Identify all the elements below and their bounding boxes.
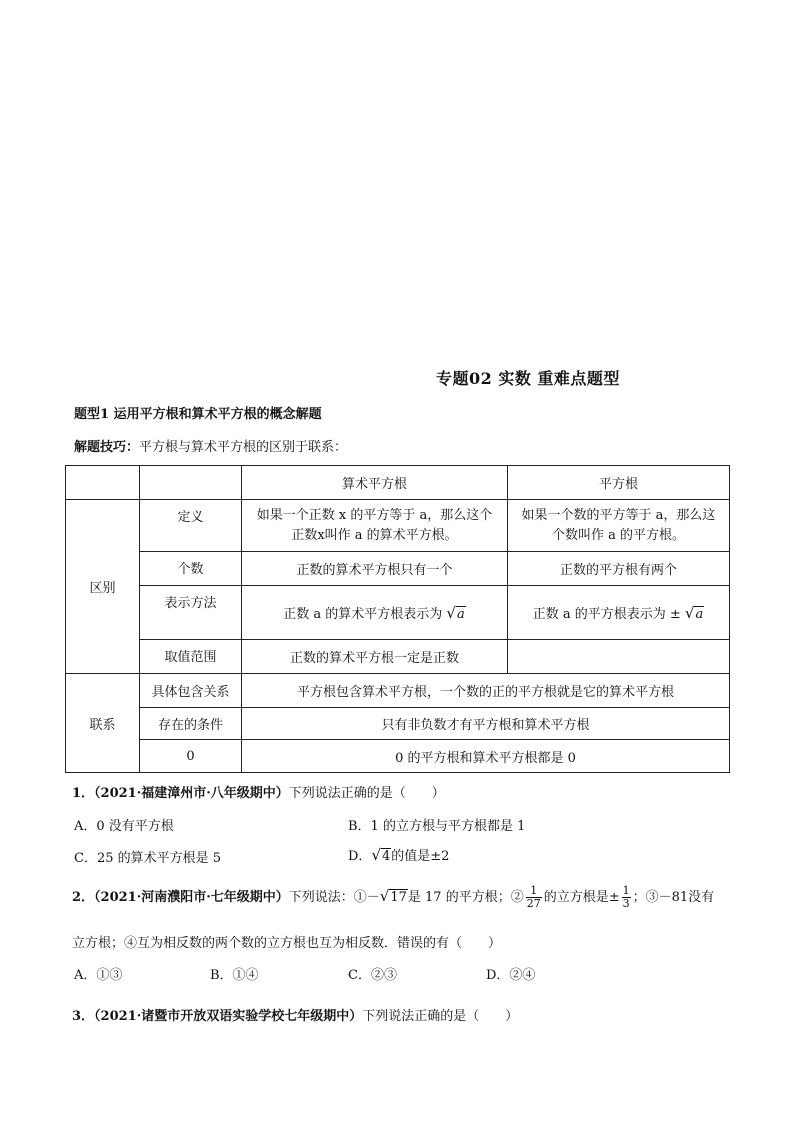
option-text: 的值是±2: [391, 849, 450, 864]
denominator: 27: [526, 897, 541, 910]
row-label-definition: 定义: [140, 500, 242, 552]
table-row: [66, 586, 730, 640]
table-row: [66, 708, 730, 740]
table-row: [66, 640, 730, 674]
q1-option-a: A．0 没有平方根: [74, 819, 174, 834]
question-number: 3．: [72, 1009, 95, 1024]
group-link-label: 联系: [66, 674, 140, 773]
q1-option-c: C．25 的算术平方根是 5: [74, 851, 222, 866]
table-row: [66, 674, 730, 708]
square-range-cell: [508, 640, 730, 674]
table-row: [66, 552, 730, 586]
tip-text: 平方根与算术平方根的区别于联系：: [139, 440, 348, 455]
radicand: 17: [390, 890, 407, 905]
denominator: 3: [622, 897, 630, 910]
question-source: （2021·河南濮阳市·七年级期中）: [94, 890, 289, 905]
fraction-1-3: [622, 885, 631, 910]
table-corner-cell: [66, 466, 140, 500]
row-label-condition: 存在的条件: [140, 708, 242, 740]
table-empty-header-cell: [140, 466, 242, 500]
solving-tip: [74, 436, 347, 455]
zero-cell: 0 的平方根和算术平方根都是 0: [242, 740, 730, 773]
question-source: （2021·福建漳州市·八年级期中）: [94, 786, 289, 801]
radical-sign-icon: √: [446, 604, 456, 622]
question-source: （2021·诸暨市开放双语实验学校七年级期中）: [94, 1009, 363, 1024]
arith-notation-text: 正数 a 的算术平方根表示为: [283, 607, 443, 622]
numerator: 1: [622, 884, 630, 897]
square-notation-cell: [508, 586, 730, 640]
arith-definition-cell: [242, 500, 508, 552]
square-definition-cell: [508, 500, 730, 552]
question-number: 1．: [72, 786, 95, 801]
sqrt-17-symbol: [380, 887, 408, 905]
sqrt-a-symbol: [446, 604, 465, 622]
row-label-count: 个数: [140, 552, 242, 586]
question-text-part: 下列说法：①－: [288, 890, 380, 905]
radicand: 4: [382, 849, 391, 864]
numerator: 1: [526, 885, 542, 898]
radical-sign-icon: √: [684, 604, 695, 622]
question-text: 下列说法正确的是（ ）: [362, 1009, 519, 1024]
page-title: 专题02 实数 重难点题型: [436, 369, 620, 388]
q2-option-c: C．②③: [348, 968, 397, 983]
table-row: [66, 740, 730, 773]
question-2-stem: [72, 885, 714, 910]
header-arith-root: 算术平方根: [242, 466, 508, 500]
sqrt-a-symbol: [685, 604, 704, 622]
square-count-cell: 正数的平方根有两个: [508, 552, 730, 586]
arith-notation-cell: [242, 586, 508, 640]
arith-range-cell: 正数的算术平方根一定是正数: [242, 640, 508, 674]
comparison-table: [65, 465, 730, 773]
section-heading: 题型1 运用平方根和算术平方根的概念解题: [74, 407, 322, 422]
q2-option-d: D．②④: [486, 968, 536, 983]
inclusion-cell: 平方根包含算术平方根，一个数的正的平方根就是它的算术平方根: [242, 674, 730, 708]
condition-cell: 只有非负数才有平方根和算术平方根: [242, 708, 730, 740]
question-2-line-2: 立方根；④互为相反数的两个数的立方根也互为相反数．错误的有（ ）: [72, 936, 502, 951]
q1-option-d: [348, 845, 449, 864]
question-1-stem: [72, 782, 445, 801]
tip-label: 解题技巧：: [74, 440, 140, 455]
table-row: [66, 500, 730, 552]
question-text: 下列说法正确的是（ ）: [288, 786, 445, 801]
row-label-zero: 0: [140, 740, 242, 773]
row-label-range: 取值范围: [140, 640, 242, 674]
arith-count-cell: 正数的算术平方根只有一个: [242, 552, 508, 586]
arith-definition-line2: 正数x叫作 a 的算术平方根。: [291, 527, 458, 543]
question-text-part: 的立方根是±: [543, 890, 620, 905]
square-definition-line2: 个数叫作 a 的平方根。: [551, 527, 685, 543]
fraction-1-27: [526, 885, 542, 910]
option-label: D．: [348, 849, 372, 864]
header-square-root: 平方根: [508, 466, 730, 500]
q2-option-b: B．①④: [210, 968, 259, 983]
row-label-notation: 表示方法: [140, 586, 242, 640]
group-difference-label: 区别: [66, 500, 140, 674]
arith-definition-line1: 如果一个正数 x 的平方等于 a，那么这个: [256, 507, 493, 523]
radical-sign-icon: √: [371, 846, 381, 864]
radicand: a: [456, 607, 465, 622]
question-text-part: 是 17 的平方根；②: [407, 890, 524, 905]
q1-option-b: B．1 的立方根与平方根都是 1: [348, 819, 526, 834]
sqrt-4-symbol: [371, 846, 391, 864]
row-label-inclusion: 具体包含关系: [140, 674, 242, 708]
radicand: a: [695, 607, 704, 622]
q2-option-a: A．①③: [74, 968, 123, 983]
radical-sign-icon: √: [379, 887, 390, 905]
square-definition-line1: 如果一个数的平方等于 a，那么这: [521, 507, 716, 523]
question-text-part: ；③－81没有: [632, 890, 715, 905]
question-3-stem: [72, 1005, 518, 1024]
question-number: 2．: [72, 890, 95, 905]
square-notation-text: 正数 a 的平方根表示为 ±: [532, 607, 681, 622]
table-header-row: [66, 466, 730, 500]
